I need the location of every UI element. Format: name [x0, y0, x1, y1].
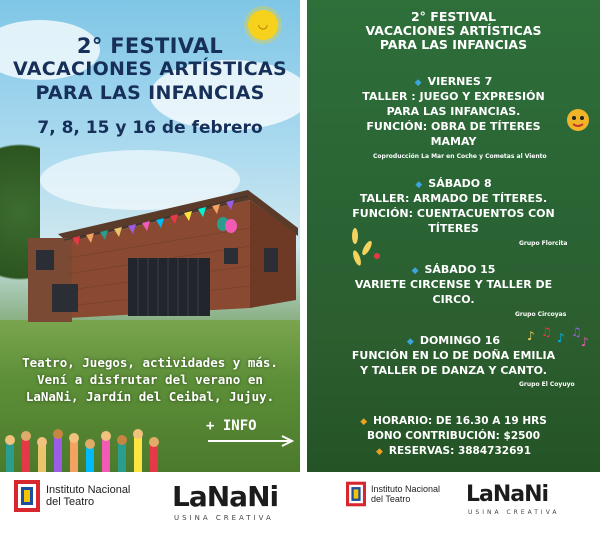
music-notes-icon — [527, 326, 593, 350]
diamond-bullet-icon: ◆ — [411, 266, 419, 276]
diamond-bullet-icon: ◆ — [414, 78, 422, 88]
svg-text:♪: ♪ — [527, 329, 535, 343]
event-day-heading: ◆ SÁBADO 15 — [411, 263, 496, 276]
puppet-hand-icon — [563, 104, 593, 134]
event-credit: Grupo El Coyuyo — [519, 381, 575, 388]
event-line: Y TALLER DE DANZA Y CANTO. — [360, 364, 547, 377]
lanani-logo: LaNaNi — [466, 482, 549, 507]
event-credit: Grupo Circoyas — [515, 311, 567, 318]
right-poster — [307, 0, 600, 472]
event-line: MAMAY — [430, 135, 477, 148]
institute-name-line1: Instituto Nacional — [46, 484, 131, 496]
diamond-bullet-icon: ◆ — [415, 180, 423, 190]
event-day-heading: ◆ DOMINGO 16 — [406, 334, 501, 347]
event-line: TALLER: ARMADO DE TÍTERES. — [359, 192, 548, 205]
diamond-bullet-icon: ◆ — [406, 337, 414, 347]
poster-text-line1: Teatro, Juegos, actividades y más. — [22, 355, 278, 370]
lanani-logo: LaNaNi — [172, 480, 279, 513]
lanani-tagline: USINA CREATIVA — [468, 509, 560, 516]
reservations-info: ◆ RESERVAS: 3884732691 — [375, 445, 531, 457]
price-info: BONO CONTRIBUCIÓN: $2500 — [366, 430, 541, 442]
diamond-bullet-icon: ◆ — [360, 417, 368, 427]
lanani-tagline: USINA CREATIVA — [174, 514, 274, 522]
event-credit: Coproducción La Mar en Coche y Cometas al Viento — [373, 153, 547, 160]
event-day-heading: ◆ VIERNES 7 — [414, 75, 493, 88]
event-line: VARIETE CIRCENSE Y TALLER DE — [354, 278, 553, 291]
svg-text:♪: ♪ — [581, 335, 589, 349]
poster-description — [0, 354, 300, 405]
institute-name-line2: del Teatro — [371, 494, 411, 504]
institute-name-line1: Instituto Nacional — [371, 484, 441, 494]
svg-text:♫: ♫ — [571, 326, 582, 339]
institute-logo-icon — [14, 480, 40, 512]
children-hands-illustration — [0, 428, 200, 472]
event-line: TALLER : JUEGO Y EXPRESIÓN — [362, 90, 545, 103]
event-line: TÍTERES — [428, 222, 479, 235]
event-line: FUNCIÓN: CUENTACUENTOS CON — [352, 207, 555, 220]
event-line: CIRCO. — [432, 293, 475, 306]
svg-text:♫: ♫ — [541, 326, 552, 339]
institute-logo-left — [14, 480, 130, 512]
schedule-info: ◆ HORARIO: DE 16.30 A 19 HRS — [360, 415, 547, 427]
institute-logo-right — [346, 480, 440, 508]
poster-text-line3: LaNaNi, Jardín del Ceibal, Jujuy. — [25, 389, 275, 404]
event-day-heading: ◆ SÁBADO 8 — [415, 177, 492, 190]
left-poster — [0, 0, 300, 472]
poster-title-line1: 2° FESTIVAL — [76, 34, 224, 58]
poster-dates: 7, 8, 15 y 16 de febrero — [37, 118, 263, 138]
poster-title-line3: PARA LAS INFANCIAS — [35, 82, 265, 104]
more-info-label: + INFO — [206, 418, 257, 434]
poster-text-line2: Vení a disfrutar del verano en — [37, 372, 263, 387]
event-line: FUNCIÓN: OBRA DE TÍTERES — [366, 120, 541, 133]
diamond-bullet-icon: ◆ — [375, 447, 383, 457]
svg-text:♪: ♪ — [557, 331, 565, 345]
institute-logo-icon — [346, 480, 366, 508]
event-line: PARA LAS INFANCIAS. — [386, 105, 521, 118]
program-title-line1: 2° FESTIVAL — [410, 9, 497, 24]
event-line: FUNCIÓN EN LO DE DOÑA EMILIA — [351, 349, 556, 362]
sun-icon: ◡ — [248, 10, 278, 40]
poster-title-line2: VACACIONES ARTÍSTICAS — [13, 58, 287, 80]
program-title-line3: PARA LAS INFANCIAS — [379, 37, 528, 52]
arrow-right-icon — [206, 434, 296, 448]
program-title-line2: VACACIONES ARTÍSTICAS — [365, 23, 542, 38]
event-credit: Grupo Florcita — [519, 240, 568, 247]
more-info-link[interactable] — [206, 418, 257, 434]
institute-name-line2: del Teatro — [46, 496, 95, 508]
building-illustration — [28, 188, 298, 336]
